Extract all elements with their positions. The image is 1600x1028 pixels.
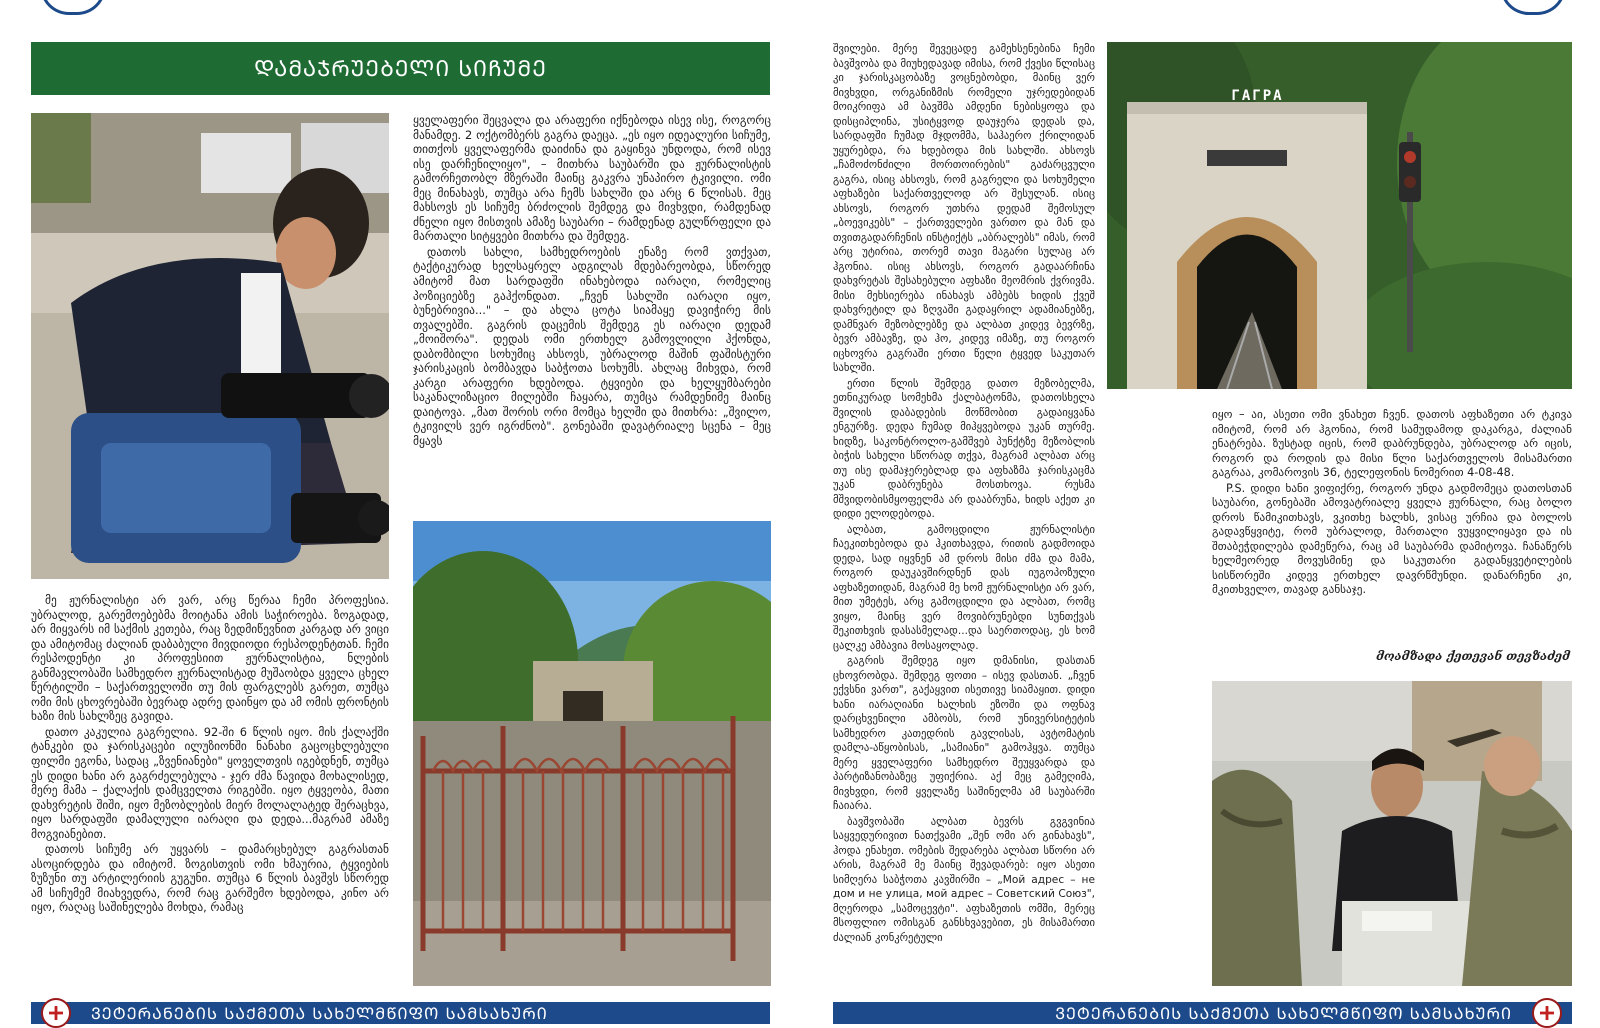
paragraph: ბავშვობაში ალბათ ბევრს გვგვინია საყვედურივით ნათქვამი „შენ ომი არ გინახავს", ჰოდა ენახეთ. ომების შედარება ალბათ სწორი არ არის, მაგრამ მე მაინც შევადარებ: იყო ასეთი სიმღერა საბჭოთა კავშირში – „Мой адрес – не дом и не улица, мой адрес – Советский Союз", მღეროდა „სამოცევტი". აფხაზეთის ომში, მერეც მსოფლიო ომისგან განსხვავებით, ეს მისამართი ძალიან კონკრეტული	[833, 815, 1095, 944]
tunnel-sign: ГАГРА	[1231, 88, 1284, 104]
footer-left	[31, 1002, 770, 1024]
paragraph: P.S. დიდი ხანი ვიფიქრე, როგორ უნდა გადმომეცა დათოსთან საუბარი, გონებაში ამოვატრიალე ყველა ჟურნალი, რაც ბოლო დროს წამიკითხავს, ვკითხე ხალხს, ვისაც ურჩია და ბოლოს გადავწყვიტე, რომ უბრალოდ, მართალი ვუყვილიყავი და ის შთაბეჭდილება დამეწერა, რაც ამ საუბარმა დამიტოვა. ჩანაწერს ხელმეორედ მოვუსმინე და საკუთარი გადანყვეტილების სისწორეში კიდევ ერთხელ დავრწმუნდი. დანარჩენი კი, მკითხველო, თავად განსაჯე.	[1212, 481, 1572, 596]
paragraph: დათო კაკულია გაგრელია. 92-ში 6 წლის იყო. მის ქალაქში ტანკები და ჯარისკაცები ილუზიონში ნანახი გაცოცხლებული ფილმი ეგონა, სადაც „ზვენიანები" ყოველთვის იგებდნენ, თუმცა ეს დიდი ხანი არ გაგრძელებულა - ჯერ ძმა წავიდა მოხალისედ, მერე მამა – ქალაქის დამცველთა რიგებში. იყო ტყვეობა, მათი დახვრეტის შიში, იყო მეზობლების მიერ მოლალატედ შერაცხვა, იყო სარდაფში დამალული იარაღი და დედა...მაგრამ ამაზე მოგვიანებით.	[31, 724, 389, 841]
photo-gagra-tunnel	[1107, 42, 1572, 389]
top-right-ornament	[1500, 0, 1566, 15]
photo-soldiers-meeting	[1212, 681, 1572, 986]
footer-right	[833, 1002, 1572, 1024]
paragraph: გაგრის შემდეგ იყო დმანისი, დასთან ცხოვრობდა. შემდეგ ფოთი – ისევ დასთან. „ჩვენ ექვსნი ვართ", გაქაყვით ისეთივე სიამაყით. დიდი ხანი იარაღიანი ხალხის ეზოში და ოფნავ დარცხვენილი ამბობს, რომ უნივერსიტეტის სამხედრო კათედრის გავლისას, ავტომატის დამლა-აწყობისას, „სამიანი" გამოჰყვა. თუმცა მერე ყველაფერი სამხედრო შეუყვარდა და პარტიზანობაზეც უფიქრია. აქ მეც გამეღიმა, მივხვდი, რომ ყველაზე საშინელმა ამ საუბარში ჩაიარა.	[833, 655, 1095, 812]
article-column-1	[31, 593, 389, 915]
photo-gate-house	[413, 521, 771, 986]
author-signature: მოამზადა ქეთევან თევზაძემ	[1376, 649, 1570, 663]
paragraph: ერთი წლის შემდეგ დათო მეზობელმა, ეთნიკურად სომეხმა ქალბატონმა, დათოსხელა შვილის დაბადების მოწმობით გადაიყვანა ენგურზე. დედა ჩუმად მიჰყვებოდა უკან თურმე. ხიდზე, საკონტროლო-გამშვებ პუნქტზე მეზობლის ბიჭის სახელი სწორად თქვა, მაგრამ ალბათ არც თუ ისე დამაჯერებლად და აფხაზმა ჯარისკაცმა უკან დაბრუნება მოსთხოვა. რუსმა მშვიდობისმყოფელმა არ დააბრუნა, ხიდს აქეთ კი დიდი ელოდებოდა.	[833, 377, 1095, 520]
article-column-3	[833, 42, 1095, 945]
paragraph: მე ჟურნალისტი არ ვარ, არც წერაა ჩემი პროფესია. უბრალოდ, გარემოებებმა მოიტანა ამის საჭიროება. ზოგადად, არ მიყვარს იმ საქმის კეთება, რაც ზედმიწევნით კარგად არ ვიცი და ამიტომაც ძალიან დაბაბული მივდიოდი რესპოდენტთან. ჩემი რესპოდენტი კი პროფესიით ჟურნალისტია, ნლების განმავლობაში სამხედრო ჟურნალისტად მუშაობდა ყველა ცხელ წერტილში – საქართველოში თუ მის ფარგლებს გარეთ, თუმცა ომი მის ცხოვრებაში ბევრად ადრე დაინყო და ამ ომის ფრონტის ხაზი მის სახლზეც გავიდა.	[31, 593, 389, 724]
top-left-ornament	[40, 0, 106, 15]
paragraph: ყველაფერი შეცვალა და არაფერი იქნებოდა ისევ ისე, როგორც მანამდე. 2 ოქტომბერს გაგრა დაეცა. „ეს იყო იდეალური სიჩუმე, თითქოს ყველაფერმა დაიძინა და გაყინვა უნდოდა, რომ ისევ ისე დარჩენილიყო", – მითხრა საუბარში და ჟურნალისტის გამორჩეთობლ მზერაში მაინც გაკვრა უნაპირო ტკივილი. ომი მეც მინახავს, თუმცა არა ჩემს სახლში და არც 6 წლისას. მეც მახსოვს ეს სიჩუმე ბრძოლის შემდეგ და მივხვდი, რამდენად ძნელი იყო მისთვის ამაზე საუბარი – რამდენად გულწრფელი და მართალი სიტყვები მითხრა და შემდეგ.	[413, 113, 771, 244]
article-column-2	[413, 113, 771, 449]
paragraph: დათოს სიჩუმე არ უყვარს – დამარცხებულ გაგრასთან ასოცირდება და იმიტომ. ზოგისთვის ომი ხმაურია, ტყვიების ზუზუნი თუ არტილერიის გუგუნი. თუმცა 6 წლის ბავშვს სწორედ ამ სიჩუმემ მიახვედრა, რომ რაც გარშემო ხდებოდა, კინო არ იყო, რაღაც საშინელება მოხდა, რამაც	[31, 842, 389, 915]
article-column-4	[1212, 408, 1572, 598]
paragraph: შვილები. მერე შევეცადე გამეხსენებინა ჩემი ბავშვობა და მიუხედავად იმისა, რომ ქვესი წლისაც კი ჯარისკაცობაზე ვოცნებობდი, მაინც ვერ მივხვდი, ორგანიზმის რომელი უჯრედებიდან მოიკრიფა ამ ბავშმა ამდენი ნებისყოფა და დისციპლინა, უსიტყვოდ დაუჯერა დედას და, სარდაფში ჩუმად მჯდომმა, საჰაერო ქრილიდან უყურებდა, რა ხდებოდა მის სახლში. ახსოვს „ჩამოძონძილი მორთოირების" გაძარცვული გაგრა, ისიც ახსოვს, რომ გაგრელი და სოხუმელი აფხაზები საქართველოდ არ შესულან. ისიც ახსოვს, როგორ უთხრა დედამ შემოსულ „ბოევიკებს" – ქართველები ვართო და მან და თვითგადარჩენის ინსტიქტს „აბრალებს" იმას, რომ არც უტირია, თორემ თავი მაგარი სულაც არ ჰგონია. ისიც ახსოვს, როგორ გადაარჩინა დახვრეტას შესახებული აფხაზი მეომრის ქვრივმა. მისი მეხსიერება ინახავს ამბებს ხიდის ქვეშ დახვრეტილ და ზღვაში გადაყრილ ადამიანებზე, დამნვარ მეზობლებზე და ალბათ კიდევ ბევრზე, ბევრ ამბავზე, და ჰო, კიდევ იმაზე, თუ როგორ იცხოვრა გაგრაში ერთი წელი ტყვედ საკუთარ სახლში.	[833, 43, 1095, 374]
footer-left-text: ᲕᲔᲢᲔᲠᲐᲜᲔᲑᲘᲡ ᲡᲐᲥᲛᲔᲗᲐ ᲡᲐᲮᲔᲚᲛᲬᲘᲤᲝ ᲡᲐᲛᲡᲐᲮᲣᲠᲘ	[91, 1004, 548, 1023]
footer-right-text: ᲕᲔᲢᲔᲠᲐᲜᲔᲑᲘᲡ ᲡᲐᲥᲛᲔᲗᲐ ᲡᲐᲮᲔᲚᲛᲬᲘᲤᲝ ᲡᲐᲛᲡᲐᲮᲣᲠᲘ	[1055, 1004, 1512, 1023]
paragraph: დათოს სახლი, სამხედროების ენაზე რომ ვთქვათ, ტაქტიკურად ხელსაყრელ ადგილას მდებარეობდა, სწორედ ამიტომ მათ სარდაფში ინახებოდა იარაღი, რომელიც პოზიციებზე გაჰქონდათ. „ჩვენ სახლში იარაღი იყო, ბუნებრივია..." – და ახლა ცოტა სიამაყე დავიჭირე მის თვალებში. გაგრის დაცემის შემდეგ ეს იარაღი დედამ „მოიშორა". დედას ომი ერთხელ გამოვლილი ჰქონდა, დაბომბილი სოხუმიც ახსოვს, უბრალოდ მაშინ ფაშისტური ჯარისკაცის ბომბავდა საბჭოთა სოხუმს. ახლაც მიხვდა, რომ კარგი არაფერი ხდებოდა. ტყვიები და ხელყუმბარები საკანალიზაციო მილებში ჩაყარა, თუმცა რამდენიმე მაინც დაიტოვა. „მათ შორის ორი მომცა ხელში და მითხრა: „შვილო, ტკივილს ვერ იგრძნობ". გონებაში დავატრიალე სცენა – მეც მყავს	[413, 244, 771, 449]
article-title: ᲓᲐᲛᲐᲯᲠᲣᲔᲑᲔᲚᲘ ᲡᲘᲩᲣᲛᲔ	[31, 42, 770, 95]
photo-cameraman	[31, 113, 389, 579]
paragraph: იყო – აი, ასეთი ომი ვნახეთ ჩვენ. დათოს აფხაზეთი არ ტკივა იმიტომ, რომ არ ჰგონია, რომ სამუდამოდ დაკარგა, ძალიან ენატრება. ზუსტად იცის, რომ დაბრუნდება, უბრალოდ არ იცის, როგორ და როდის და მისი წლი საქართველოს მისამართი გაგრაა, კომაროვის 36, ტელეფონის ნომერით 4-08-48.	[1212, 408, 1572, 479]
paragraph: ალბათ, გამოცდილი ჟურნალისტი ჩაეკითხებოდა და ჰკითხავდა, რითის გადმოიდა დედა, სად იყვნენ ამ დროს მისი ძმა და მამა, როგორ დაუკავშირდნენ დას იუგოპოზული აფხაზეთიდან, მაგრამ მე ხომ ჟურნალისტი არ ვარ, მით უმეტეს, არც გამოცდილი და ალბათ, რომც ვიყო, მაინც ვერ მოვიბრუნებდი სუნთქვას შეკითხვის დასასმელად...და საერთოდაც, ეს ხომ ცალკე ამბავია მოსაყოლად.	[833, 523, 1095, 652]
